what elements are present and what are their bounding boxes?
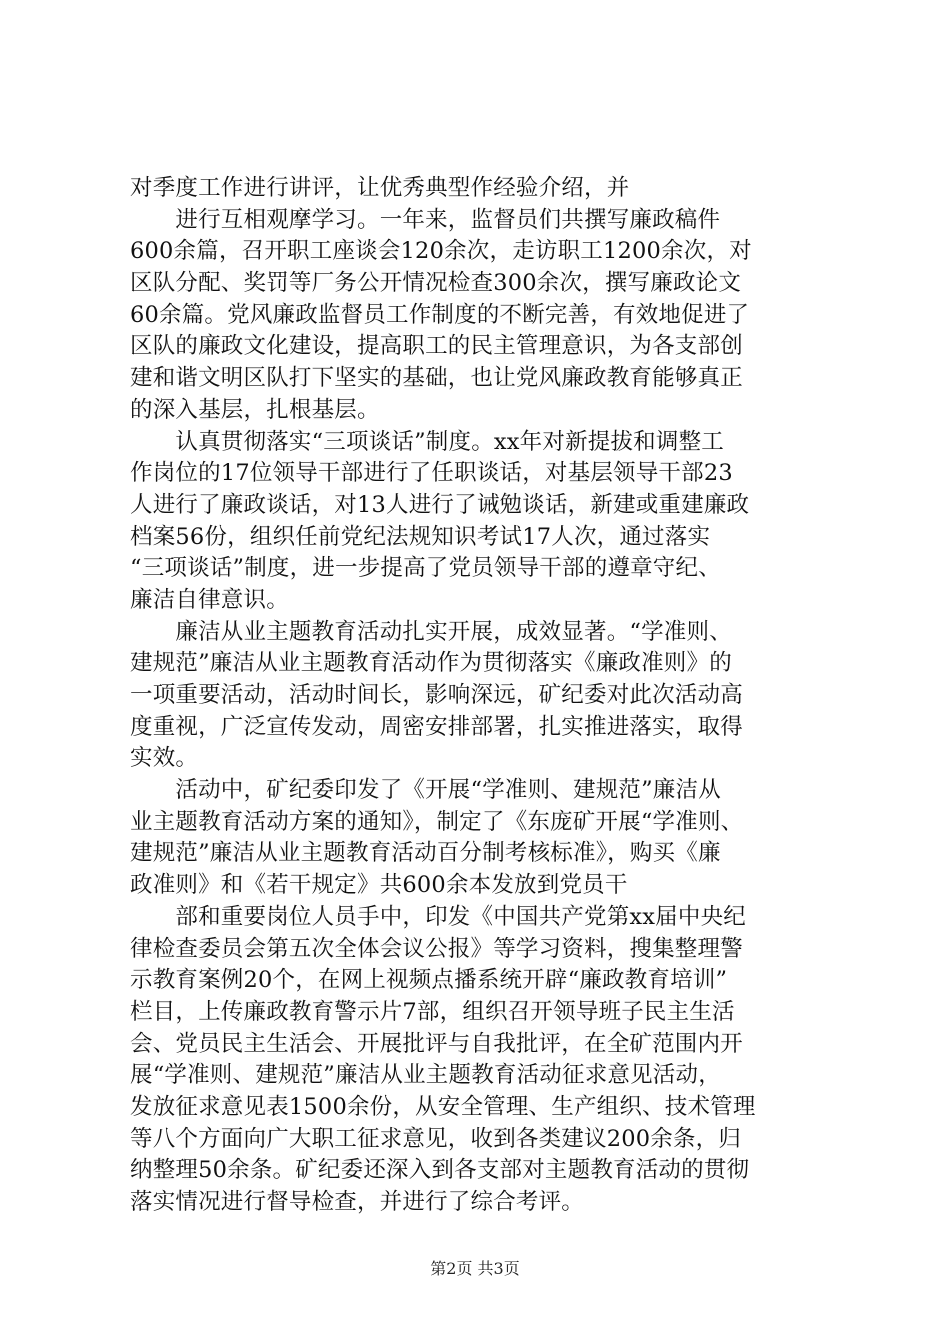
page-number-label: 第2页 共3页	[430, 1259, 520, 1278]
text-line: 区队的廉政文化建设，提高职工的民主管理意识，为各支部创	[130, 333, 743, 360]
text-line: 业主题教育活动方案的通知》，制定了《东庞矿开展“学准则、	[130, 808, 744, 835]
text-line: 实效。	[130, 745, 199, 772]
text-line: 栏目，上传廉政教育警示片7部，组织召开领导班子民主生活	[130, 998, 735, 1025]
text-line: 人进行了廉政谈话，对13人进行了诫勉谈话，新建或重建廉政	[130, 491, 750, 518]
text-line: 建规范”廉洁从业主题教育活动百分制考核标准》，购买《廉	[130, 840, 721, 867]
text-line: 度重视，广泛宣传发动，周密安排部署，扎实推进落实，取得	[130, 713, 743, 740]
text-line: 区队分配、奖罚等厂务公开情况检查300余次，撰写廉政论文	[130, 270, 742, 297]
text-line: 发放征求意见表1500余份，从安全管理、生产组织、技术管理	[130, 1093, 756, 1120]
text-line: 进行互相观摩学习。一年来，监督员们共撰写廉政稿件	[130, 206, 721, 233]
text-line: 会、党员民主生活会、开展批评与自我批评，在全矿范围内开	[130, 1030, 743, 1057]
body-text	[130, 173, 830, 1219]
text-line: 廉洁自律意识。	[130, 586, 289, 613]
text-line: 600余篇，召开职工座谈会120余次，走访职工1200余次，对	[130, 238, 752, 265]
text-line: 档案56份，组织任前党纪法规知识考试17人次，通过落实	[130, 523, 711, 550]
text-line: 活动中，矿纪委印发了《开展“学准则、建规范”廉洁从	[130, 777, 721, 804]
text-line: 作岗位的17位领导干部进行了任职谈话，对基层领导干部23	[130, 460, 733, 487]
text-line: 纳整理50余条。矿纪委还深入到各支部对主题教育活动的贯彻	[130, 1157, 750, 1184]
text-line: 廉洁从业主题教育活动扎实开展，成效显著。“学准则、	[130, 618, 732, 645]
text-line: 60余篇。党风廉政监督员工作制度的不断完善，有效地促进了	[130, 301, 750, 328]
text-line: 展“学准则、建规范”廉洁从业主题教育活动征求意见活动，	[130, 1062, 721, 1089]
text-line: 落实情况进行督导检查，并进行了综合考评。	[130, 1189, 585, 1215]
text-line: 一项重要活动，活动时间长，影响深远，矿纪委对此次活动高	[130, 682, 743, 708]
text-line: 等八个方面向广大职工征求意见，收到各类建议200余条，归	[130, 1125, 742, 1152]
text-line: 政准则》和《若干规定》共600余本发放到党员干	[130, 872, 628, 899]
text-line: 对季度工作进行讲评，让优秀典型作经验介绍，并	[130, 175, 630, 201]
text-line: 的深入基层，扎根基层。	[130, 396, 380, 423]
text-line: 建规范”廉洁从业主题教育活动作为贯彻落实《廉政准则》的	[130, 650, 732, 677]
text-line: 建和谐文明区队打下坚实的基础，也让党风廉政教育能够真正	[130, 365, 743, 392]
text-line: 示教育案例20个，在网上视频点播系统开辟“廉政教育培训”	[130, 967, 728, 994]
text-line: 部和重要岗位人员手中，印发《中国共产党第xx届中央纪	[130, 903, 746, 930]
page-footer	[0, 1259, 950, 1279]
text-line: 认真贯彻落实“三项谈话”制度。xx年对新提拔和调整工	[130, 428, 724, 455]
text-line: 律检查委员会第五次全体会议公报》等学习资料，搜集整理警	[130, 935, 743, 962]
text-line: “三项谈话”制度，进一步提高了党员领导干部的遵章守纪、	[130, 555, 721, 582]
